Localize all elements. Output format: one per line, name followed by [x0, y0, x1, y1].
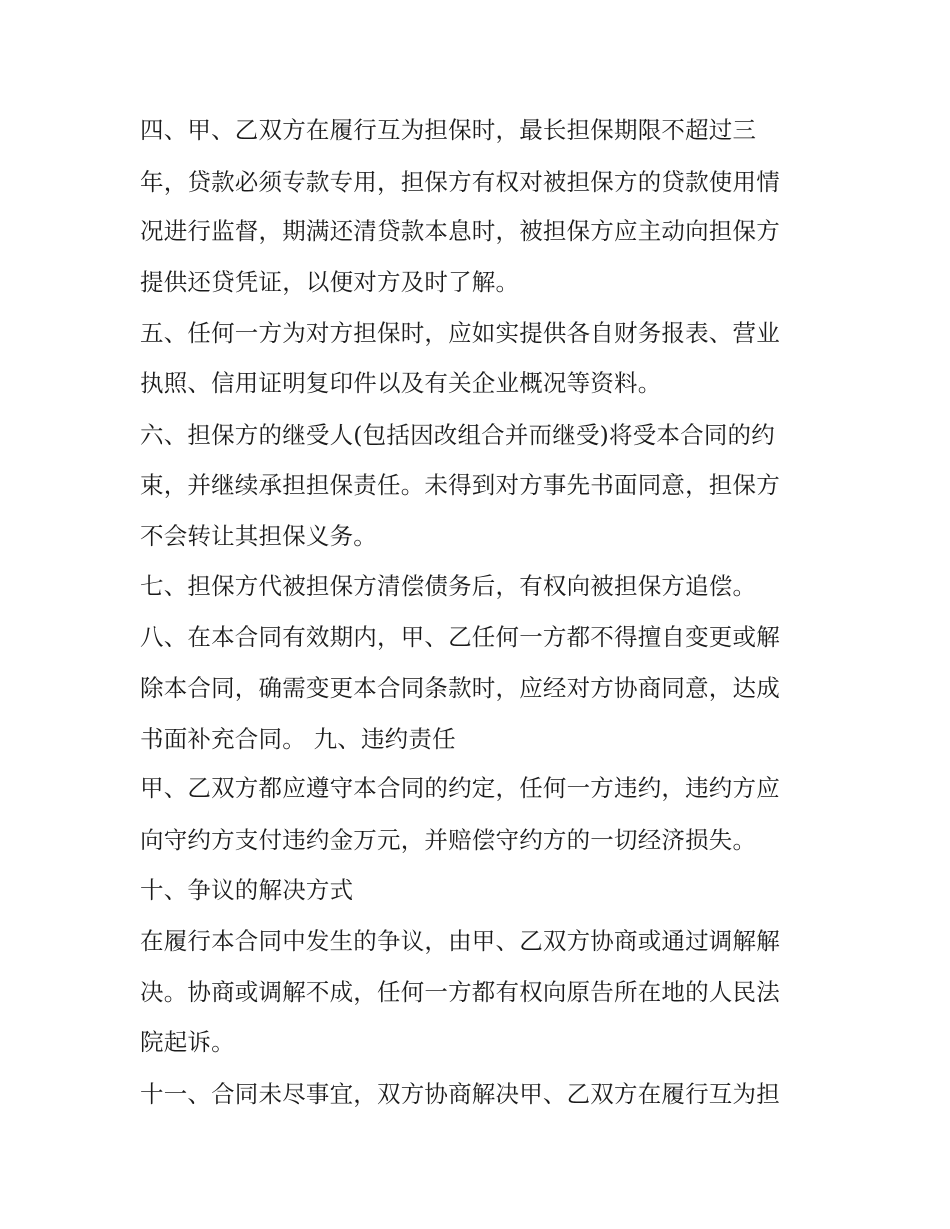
text-line: 十一、合同未尽事宜，双方协商解决甲、乙双方在履行互为担	[140, 1080, 780, 1108]
text-line: 五、任何一方为对方担保时，应如实提供各自财务报表、营业	[140, 319, 780, 347]
text-line: 不会转让其担保义务。	[140, 522, 377, 550]
text-line: 四、甲、乙双方在履行互为担保时，最长担保期限不超过三	[140, 116, 757, 144]
text-line: 提供还贷凭证，以便对方及时了解。	[140, 268, 520, 296]
text-line: 书面补充合同。 九、违约责任	[140, 725, 456, 753]
text-line: 执照、信用证明复印件以及有关企业概况等资料。	[140, 369, 662, 397]
text-line: 在履行本合同中发生的争议，由甲、乙双方协商或通过调解解	[140, 927, 780, 955]
text-line: 十、争议的解决方式	[140, 876, 354, 904]
text-line: 八、在本合同有效期内，甲、乙任何一方都不得擅自变更或解	[140, 623, 780, 651]
text-line: 向守约方支付违约金万元，并赔偿守约方的一切经济损失。	[140, 826, 757, 854]
text-line: 束，并继续承担担保责任。未得到对方事先书面同意，担保方	[140, 471, 780, 499]
text-line: 七、担保方代被担保方清偿债务后，有权向被担保方追偿。	[140, 572, 757, 600]
text-line: 院起诉。	[140, 1028, 235, 1056]
text-line: 六、担保方的继受人(包括因改组合并而继受)将受本合同的约	[140, 421, 775, 449]
text-line: 决。协商或调解不成，任何一方都有权向原告所在地的人民法	[140, 978, 780, 1006]
text-line: 况进行监督，期满还清贷款本息时，被担保方应主动向担保方	[140, 217, 780, 245]
text-line: 除本合同，确需变更本合同条款时，应经对方协商同意，达成	[140, 674, 780, 702]
text-line: 甲、乙双方都应遵守本合同的约定，任何一方违约，违约方应	[140, 774, 780, 802]
text-line: 年，贷款必须专款专用，担保方有权对被担保方的贷款使用情	[140, 168, 780, 196]
